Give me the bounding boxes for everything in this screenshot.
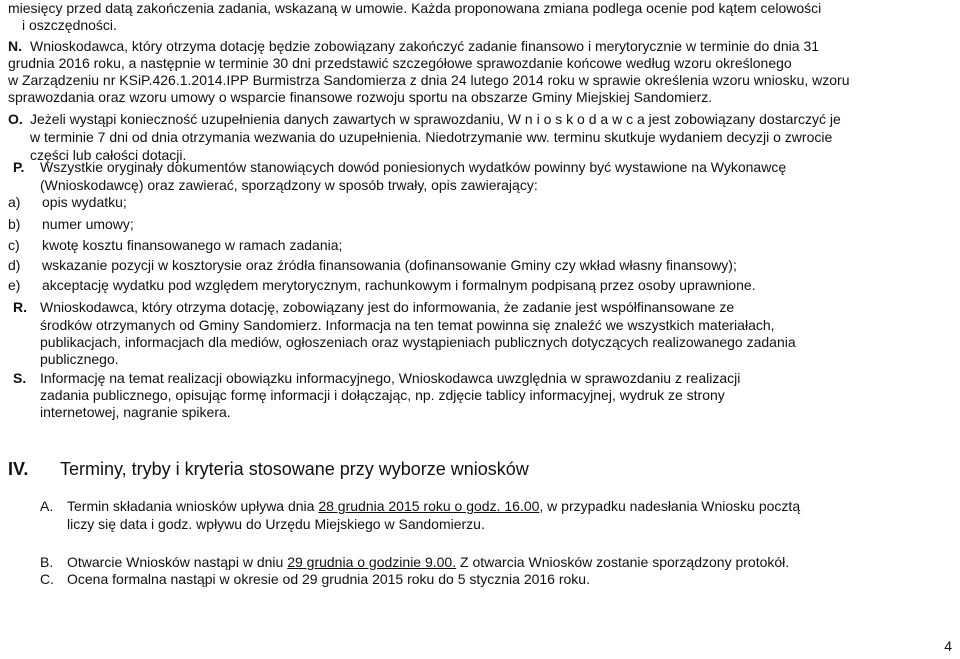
deadline-date: 28 grudnia 2015 roku o godz. 16.00 — [318, 498, 540, 514]
term-a-post: , w przypadku nadesłania Wniosku pocztą — [539, 498, 801, 514]
term-label: B. — [40, 554, 54, 570]
term-a-pre: Termin składania wniosków upływa dnia — [67, 498, 319, 514]
list-item: wskazanie pozycji w kosztorysie oraz źródła finansowania (dofinansowanie Gminy czy wkład własny finansowy); — [42, 257, 737, 273]
page-number: 4 — [944, 638, 952, 654]
term-b — [67, 554, 789, 571]
text-line: publicznego. — [40, 351, 119, 367]
section-label: P. — [13, 159, 25, 175]
term-b-pre: Otwarcie Wniosków nastąpi w dniu — [67, 554, 288, 570]
list-item-label: c) — [8, 237, 20, 253]
term-label: C. — [40, 571, 54, 587]
text-line: internetowej, nagranie spikera. — [40, 404, 231, 420]
text-line: publikacjach, informacjach dla mediów, ogłoszeniach oraz wystąpieniach publicznych dotyczących realizowanego zadania — [40, 334, 796, 350]
term-label: A. — [40, 498, 54, 514]
chapter-title: Terminy, tryby i kryteria stosowane przy wyborze wniosków — [60, 459, 529, 479]
list-item-label: b) — [8, 216, 21, 232]
section-label: R. — [13, 299, 27, 315]
list-item: opis wydatku; — [42, 194, 127, 210]
list-item-label: d) — [8, 257, 21, 273]
term-a — [67, 498, 800, 515]
list-item: kwotę kosztu finansowanego w ramach zadania; — [42, 237, 343, 253]
text-line: zadania publicznego, opisując formę informacji i dołączając, np. zdjęcie tablicy informacyjnej, wydruk ze strony — [40, 387, 725, 403]
text-line: Wszystkie oryginały dokumentów stanowiących dowód poniesionych wydatków powinny być wystawione na Wykonawcę — [40, 159, 787, 175]
text-line: miesięcy przed datą zakończenia zadania, wskazaną w umowie. Każda proponowana zmiana podlega ocenie pod kątem celowości — [8, 0, 822, 16]
text-line: części lub całości dotacji. — [30, 147, 187, 163]
text-line: Wnioskodawca, który otrzyma dotację, zobowiązany jest do informowania, że zadanie jest współfinansowane ze — [40, 299, 735, 315]
list-item-label: a) — [8, 194, 21, 210]
text-line: (Wnioskodawcę) oraz zawierać, sporządzony w sposób trwały, opis zawierający: — [40, 177, 538, 193]
section-label: N. — [8, 38, 22, 54]
text-line: Jeżeli wystąpi konieczność uzupełnienia danych zawartych w sprawozdaniu, W n i o s k o d a w c a jest zobowiązany dostarczyć je — [30, 111, 841, 127]
text-line: grudnia 2016 roku, a następnie w terminie 30 dni przedstawić szczegółowe sprawozdanie końcowe według wzoru określonego — [8, 55, 792, 71]
term-b-post: Z otwarcia Wniosków zostanie sporządzony protokół. — [456, 554, 790, 570]
term-c: Ocena formalna nastąpi w okresie od 29 grudnia 2015 roku do 5 stycznia 2016 roku. — [67, 571, 590, 587]
opening-date: 29 grudnia o godzinie 9.00. — [287, 554, 457, 570]
text-line: sprawozdania oraz wzoru umowy o wsparcie finansowe rozwoju sportu na obszarze Gminy Miejskiej Sandomierz. — [8, 89, 713, 105]
text-line: liczy się data i godz. wpływu do Urzędu Miejskiego w Sandomierzu. — [67, 516, 485, 532]
list-item: numer umowy; — [42, 216, 134, 232]
list-item: akceptację wydatku pod względem merytorycznym, rachunkowym i formalnym podpisaną przez osoby uprawnione. — [42, 277, 756, 293]
text-line: Wnioskodawca, który otrzyma dotację będzie zobowiązany zakończyć zadanie finansowo i merytorycznie w terminie do dnia 31 — [30, 38, 820, 54]
text-line: środków otrzymanych od Gminy Sandomierz. Informacja na ten temat powinna się znaleźć we wszystkich materiałach, — [40, 317, 775, 333]
text-line: i oszczędności. — [22, 17, 117, 33]
text-line: w terminie 7 dni od dnia otrzymania wezwania do uzupełnienia. Niedotrzymanie ww. terminu skutkuje wydaniem decyzji o zwrocie — [30, 129, 833, 145]
list-item-label: e) — [8, 277, 21, 293]
section-label: S. — [13, 370, 27, 386]
text-line: Informację na temat realizacji obowiązku informacyjnego, Wnioskodawca uwzględnia w sprawozdaniu z realizacji — [40, 370, 741, 386]
chapter-number: IV. — [8, 459, 29, 479]
section-label: O. — [8, 111, 23, 127]
text-line: w Zarządzeniu nr KSiP.426.1.2014.IPP Burmistrza Sandomierza z dnia 24 lutego 2014 roku w sprawie określenia wzoru wniosku, wzoru — [8, 72, 850, 88]
